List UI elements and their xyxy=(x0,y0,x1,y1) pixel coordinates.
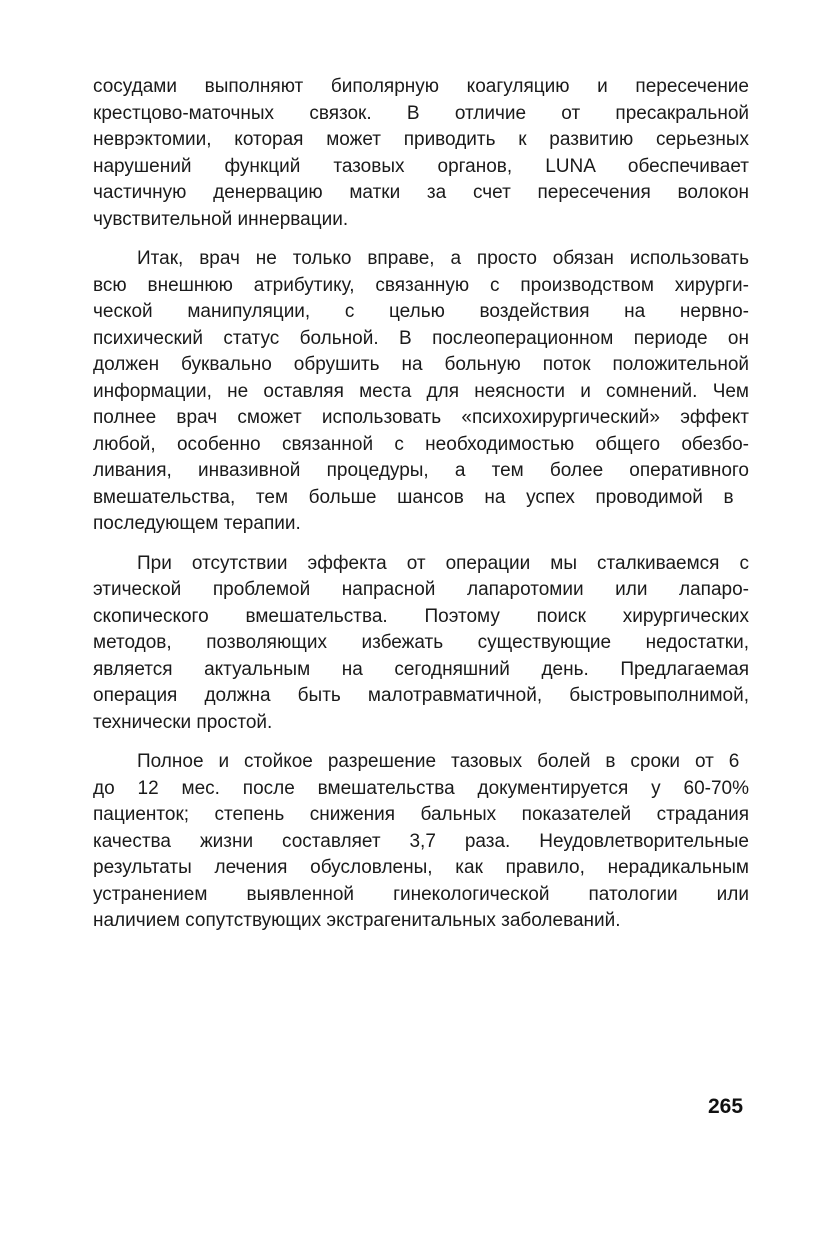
document-page xyxy=(93,74,749,1174)
page-number: 265 xyxy=(708,1095,744,1118)
text-line: пациенток; степень снижения бальных показателей страдания xyxy=(93,804,749,825)
text-line: сосудами выполняют биполярную коагуляцию и пересечение xyxy=(93,76,749,97)
text-line: методов, позволяющих избежать существующие недостатки, xyxy=(93,632,749,653)
text-line: любой, особенно связанной с необходимостью общего обезбо- xyxy=(93,433,749,455)
paragraph-3 xyxy=(93,551,749,737)
text-line: качества жизни составляет 3,7 раза. Неудовлетворительные xyxy=(93,830,749,852)
text-line: до 12 мес. после вмешательства документируется у 60-70% xyxy=(93,777,749,799)
text-line: ческой манипуляции, с целью воздействия на нервно- xyxy=(93,301,749,322)
text-line: полнее врач сможет использовать «психохирургический» эффект xyxy=(93,407,749,428)
paragraph-1 xyxy=(93,74,749,233)
text-line: крестцово-маточных связок. В отличие от пресакральной xyxy=(93,102,749,124)
text-line: нарушений функций тазовых органов, LUNA обеспечивает xyxy=(93,155,749,177)
text-line: является актуальным на сегодняшний день. Предлагаемая xyxy=(93,658,749,680)
text-line: неврэктомии, которая может приводить к развитию серьезных xyxy=(93,129,749,150)
text-line: чувствительной иннервации. xyxy=(93,208,349,230)
paragraph-2 xyxy=(93,246,749,538)
text-line: скопического вмешательства. Поэтому поиск хирургических xyxy=(93,605,749,627)
text-line: результаты лечения обусловлены, как правило, нерадикальным xyxy=(93,857,749,878)
text-line: Итак, врач не только вправе, а просто обязан использовать xyxy=(137,248,749,269)
text-line: операция должна быть малотравматичной, быстровыполнимой, xyxy=(93,685,749,706)
text-line: последующем терапии. xyxy=(93,513,301,534)
text-line: информации, не оставляя места для неясности и сомнений. Чем xyxy=(93,380,749,402)
text-line: должен буквально обрушить на больную поток положительной xyxy=(93,354,749,375)
text-line: устранением выявленной гинекологической патологии или xyxy=(93,883,749,905)
paragraph-4 xyxy=(93,749,749,935)
text-line: Полное и стойкое разрешение тазовых болей в сроки от 6 xyxy=(137,751,740,772)
text-line: этической проблемой напрасной лапаротомии или лапаро- xyxy=(93,579,749,600)
text-line: технически простой. xyxy=(93,711,273,733)
text-line: ливания, инвазивной процедуры, а тем более оперативного xyxy=(93,460,749,481)
text-line: всю внешнюю атрибутику, связанную с производством хирурги- xyxy=(93,274,749,296)
text-line: частичную денервацию матки за счет пересечения волокон xyxy=(93,182,749,203)
text-line: психический статус больной. В послеоперационном периоде он xyxy=(93,327,749,349)
text-line: При отсутствии эффекта от операции мы сталкиваемся с xyxy=(137,552,749,574)
text-line: наличием сопутствующих экстрагенитальных заболеваний. xyxy=(93,910,621,931)
text-line: вмешательства, тем больше шансов на успех проводимой в xyxy=(93,486,734,508)
